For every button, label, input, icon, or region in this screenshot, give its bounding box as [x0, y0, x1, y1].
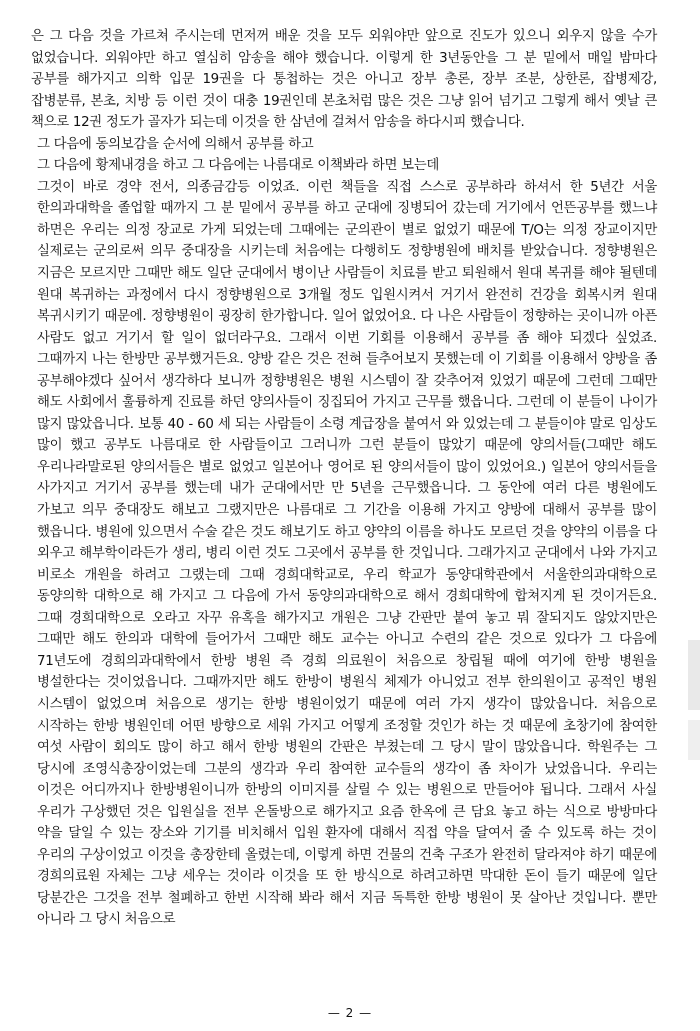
body-text	[31, 26, 657, 931]
page-number: — 2 —	[327, 1006, 373, 1020]
scan-edge-shadow	[688, 640, 700, 710]
paragraph-4: 그것이 바로 경약 전서, 의종금감등 이었죠. 이런 책들을 직접 스스로 공부하라 하셔서 한 5년간 서울 한의과대학을 졸업할 때까지 그 분 밑에서 공부를 하고 군대에 징병되어 갔는데 거기에서 언뜬공부를 했느냐 하면은 우리는 의정 장교로 가게 되었는데 그때에는 군의관이 별로 없었기 때문에 T/O는 의정 장교이지만 실제로는 군의로써 의무 중대장을 시키는데 처음에는 다행히도 정향병원에 배치를 받았습니다. 정향병원은 지금은 모르지만 그때만 해도 일단 군대에서 병이난 사람들이 치료를 받고 퇴원해서 원대 복귀를 해야 될텐데 원대 복귀하는 과정에서 다시 정향병원으로 3개월 정도 입원시켜서 거기서 완전히 건강을 회복시켜 원대 복귀시키기 때문에. 정향병원이 굉장히 한가합니다. 일어 없었어요. 다 나은 사람들이 정향하는 곳이니까 아픈 사람도 없고 거기서 할 일이 없더라구요. 그래서 이번 기회를 이용해서 공부를 좀 해야 되겠다 싶었죠. 그때까지 나는 한방만 공부했거든요. 양방 같은 것은 전혀 들추어보지 못했는데 이 기회를 이용해서 양방을 좀 공부해야겠다 싶어서 생각하다 보니까 정향병원은 병원 시스템이 잘 갖추어져 있었기 때문에 그런데 그때만 해도 사회에서 훌륭하게 진료를 하던 양의사들이 징집되어 가지고 근무를 했읍니다. 그런데 이 분들이 나이가 많지 많았읍니다. 보통 40 - 60 세 되는 사람들이 소령 계급장을 붙여서 와 있었는데 그 분들이야 말로 임상도 많이 했고 공부도 나름대로 한 사람들이고 그러니까 그런 분들이 많았기 때문에 양의서들(그때만 해도 우리나라말로된 양의서들은 별로 없었고 일본어나 영어로 된 양의서들이 많이 있었어요.) 일본어 양의서들을 사가지고 거기서 공부를 했는데 내가 군대에서만 만 5년을 근무했읍니다. 그 동안에 여러 다른 병원에도 가보고 의무 중대장도 해보고 그랬지만은 나름대로 그 기간을 이용해 가지고 양방에 대해서 공부를 많이 했읍니다. 병원에 있으면서 수술 같은 것도 해보기도 하고 양약의 이름을 하나도 모르던 것을 양약의 이름을 다 외우고 해부학이라든가 생리, 병리 이런 것도 그곳에서 공부를 한 것입니다. 그래가지고 군대에서 나와 가지고 비로소 개원을 하려고 그랬는데 그때 경희대학교로, 우리 학교가 동양대학관에서 서울한의과대학으로 동양의학 대학으로 해 가지고 그 다음에 가서 동양의과대학으로 해서 경희대학에 합쳐지게 된 것이거든요. 그때 경희대학으로 오라고 자꾸 유혹을 해가지고 개원은 그냥 간판만 붙여 놓고 뭐 잘되지도 않았지만은 그때만 해도 한의과 대학에 들어가서 그때만 해도 교수는 아니고 수련의 같은 것으로 있다가 그 다음에 71년도에 경희의과대학에서 한방 병원 즉 경희 의료원이 처음으로 창립될 때에 여기에 한방 병원을 병설한다는 것이었읍니다. 그때까지만 해도 한방이 병원식 체제가 아니었고 전부 한의원이고 공적인 병원 시스템이 없었으며 처음으로 생기는 한방 병원이었기 때문에 여러 가지 생각이 많았읍니다. 처음으로 시작하는 한방 병원인데 어떤 방향으로 세워 가지고 어떻게 조정할 것인가 하는 것 때문에 초창기에 참여한 여섯 사람이 회의도 많이 하고 해서 한방 병원의 간판은 부쳤는데 그 당시 말이 많았읍니다. 학원주는 그 당시에 조영식총장이었는데 그분의 생각과 우리 참여한 교수들의 생각이 좀 차이가 났었읍니다. 우리는 이것은 어디까지나 한방병원이니까 한방의 이미지를 살릴 수 있는 병원으로 만들어야 됩니다. 그래서 사실 우리가 구상했던 것은 입원실을 전부 온돌방으로 해가지고 요즘 한옥에 큰 담요 놓고 하는 식으로 방방마다 약을 달일 수 있는 장소와 기기를 비치해서 입원 환자에 대해서 직접 약을 달여서 줄 수 있도록 하는 것이 우리의 구상이었고 이것을 총장한테 올렸는데, 이렇게 하면 건물의 건축 구조가 완전히 달라져야 하기 때문에 경희의료원 자체는 그냥 세우는 것이라 이것을 또 한 방식으로 하려고하면 막대한 돈이 들기 때문에 일단 당분간은 그것을 전부 철폐하고 한번 시작해 봐라 해서 지금 독특한 한방 병원이 못 살아난 것입니다. 뿐만 아니라 그 당시 처음으로	[37, 179, 657, 928]
scan-edge-shadow-lower	[688, 720, 700, 760]
paragraph-3: 그 다음에 황제내경을 하고 그 다음에는 나름대로 이책봐라 하면 보는데	[37, 158, 440, 174]
paragraph-2: 그 다음에 동의보감을 순서에 의해서 공부를 하고	[37, 136, 314, 152]
paragraph-1: 은 그 다음 것을 가르쳐 주시는데 먼저꺼 배운 것을 모두 외워야만 앞으로 진도가 있으니 외우지 않을 수가 없었습니다. 외워야만 하고 열심히 암송을 해야 했습니다. 이렇게 한 3년동안을 그 분 밑에서 매일 밤마다 공부를 해가지고 의학 입문 19권을 다 통첩하는 것은 아니고 장부 총론, 장부 조분, 상한론, 잡병제강, 잡병분류, 본초, 치방 등 이런 것이 대충 19권인데 본초처럼 많은 것은 그냥 읽어 넘기고 그렇게 해서 옛날 큰 책으로 12권 정도가 골자가 되는데 이것을 한 삼년에 걸쳐서 암송을 하다시피 했습니다.	[31, 29, 657, 131]
